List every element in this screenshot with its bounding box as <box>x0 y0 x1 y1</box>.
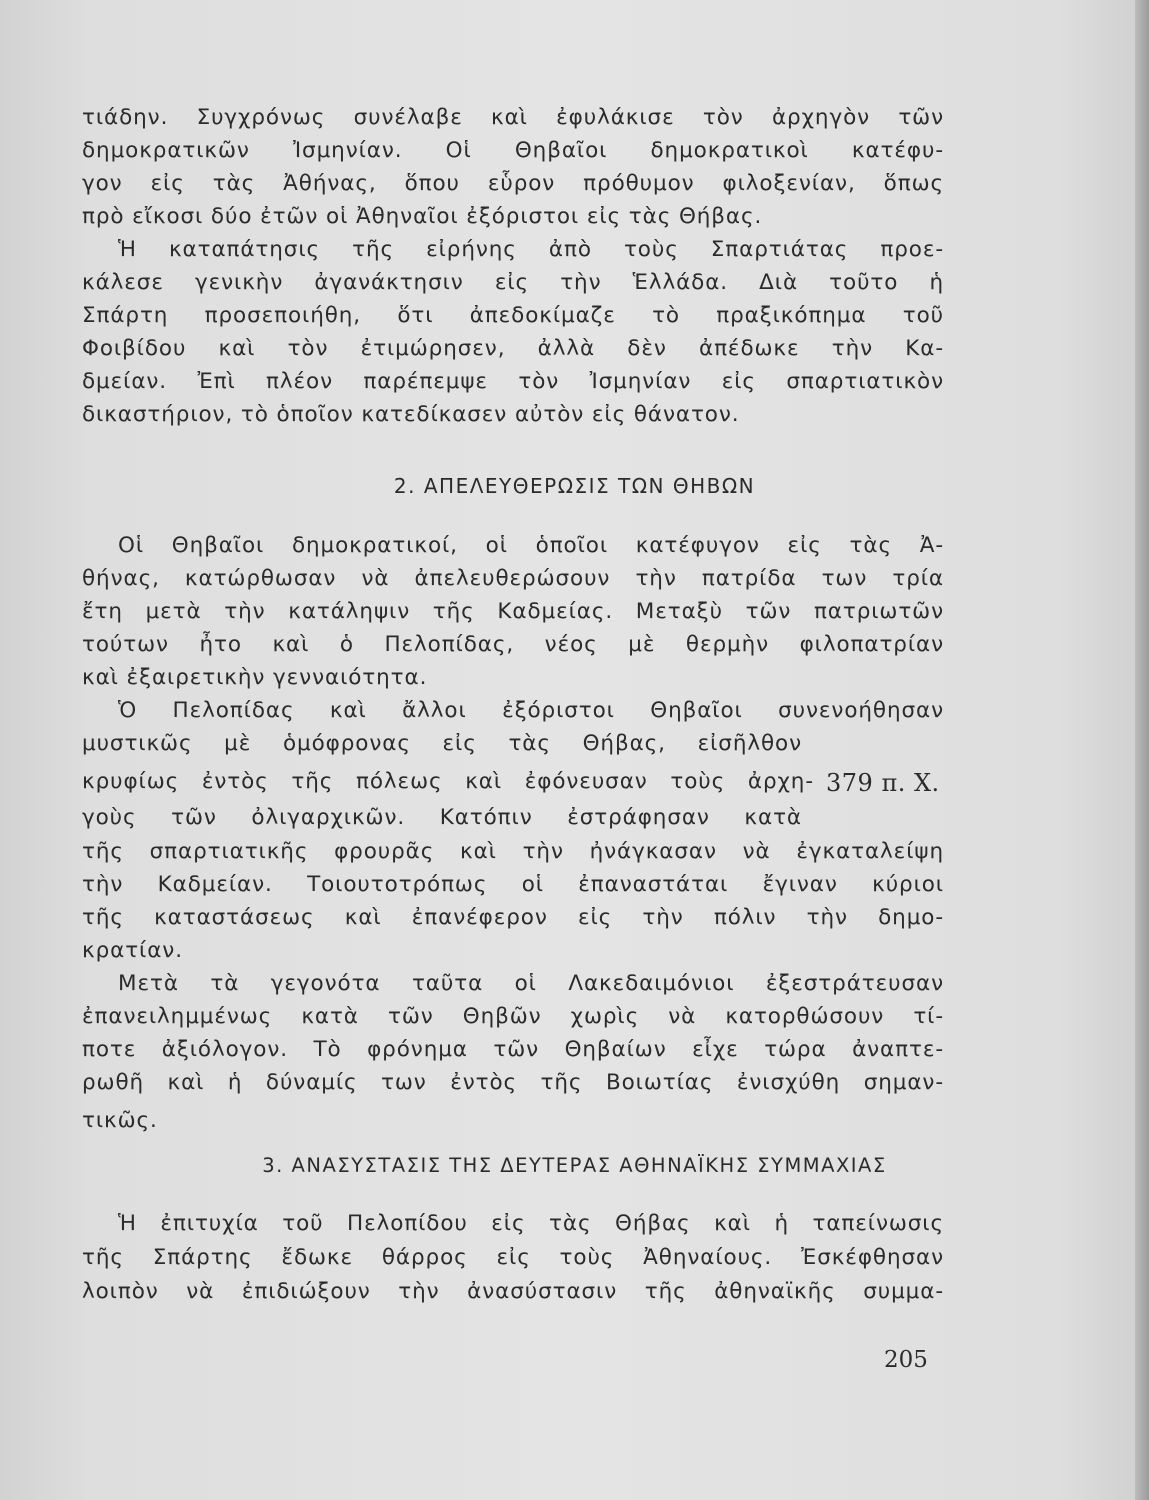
text-line: δημοκρατικῶν Ἰσμηνίαν. Οἱ Θηβαῖοι δημοκρατικοὶ κατέφυ- <box>82 138 944 163</box>
text-line: Οἱ Θηβαῖοι δημοκρατικοί, οἱ ὁποῖοι κατέφυγον εἰς τὰς Ἀ- <box>118 533 944 558</box>
text-line: ἐπανειλημμένως κατὰ τῶν Θηβῶν χωρὶς νὰ κατορθώσουν τί- <box>82 1004 944 1029</box>
text-line: τῆς καταστάσεως καὶ ἐπανέφερον εἰς τὴν πόλιν τὴν δημο- <box>82 905 944 930</box>
text-line: ρωθῆ καὶ ἡ δύναμίς των ἐντὸς τῆς Βοιωτίας ἐνισχύθη σημαν- <box>82 1070 944 1095</box>
text-line: δικαστήριον, τὸ ὁποῖον κατεδίκασεν αὐτὸν εἰς θάνατον. <box>82 402 740 427</box>
text-line: Φοιβίδου καὶ τὸν ἐτιμώρησεν, ἀλλὰ δὲν ἀπέδωκε τὴν Κα- <box>82 336 944 361</box>
text-line: πρὸ εἴκοσι δύο ἐτῶν οἱ Ἀθηναῖοι ἐξόριστοι εἰς τὰς Θήβας. <box>82 204 763 229</box>
text-line: Ἡ ἐπιτυχία τοῦ Πελοπίδου εἰς τὰς Θήβας καὶ ἡ ταπείνωσις <box>118 1211 944 1236</box>
margin-date-note: 379 π. Χ. <box>826 769 940 797</box>
text-line: Ἡ καταπάτησις τῆς εἰρήνης ἀπὸ τοὺς Σπαρτιάτας προε- <box>118 237 944 262</box>
text-line: Μετὰ τὰ γεγονότα ταῦτα οἱ Λακεδαιμόνιοι ἐξεστράτευσαν <box>118 971 944 996</box>
text-line: τῆς Σπάρτης ἔδωκε θάρρος εἰς τοὺς Ἀθηναίους. Ἐσκέφθησαν <box>82 1245 944 1270</box>
text-line: Σπάρτη προσεποιήθη, ὅτι ἀπεδοκίμαζε τὸ πραξικόπημα τοῦ <box>82 303 944 328</box>
text-line: γοὺς τῶν ὀλιγαρχικῶν. Κατόπιν ἐστράφησαν κατὰ <box>82 805 802 830</box>
text-line: ἔτη μετὰ τὴν κατάληψιν τῆς Καδμείας. Μεταξὺ τῶν πατριωτῶν <box>82 599 944 624</box>
text-line: τιάδην. Συγχρόνως συνέλαβε καὶ ἐφυλάκισε τὸν ἀρχηγὸν τῶν <box>82 105 944 130</box>
text-line: κάλεσε γενικὴν ἀγανάκτησιν εἰς τὴν Ἑλλάδα. Διὰ τοῦτο ἡ <box>82 270 944 295</box>
text-line: λοιπὸν νὰ ἐπιδιώξουν τὴν ἀνασύστασιν τῆς ἀθηναϊκῆς συμμα- <box>82 1279 944 1304</box>
text-line: τικῶς. <box>82 1108 158 1133</box>
text-line: τῆς σπαρτιατικῆς φρουρᾶς καὶ τὴν ἠνάγκασαν νὰ ἐγκαταλείψη <box>82 839 944 864</box>
page-number: 205 <box>884 1347 928 1373</box>
text-line: ποτε ἀξιόλογον. Τὸ φρόνημα τῶν Θηβαίων εἶχε τώρα ἀναπτε- <box>82 1037 944 1062</box>
text-line: Ὁ Πελοπίδας καὶ ἄλλοι ἐξόριστοι Θηβαῖοι συνενοήθησαν <box>118 698 944 723</box>
section-heading-3: 3. ΑΝΑΣΥΣΤΑΣΙΣ ΤΗΣ ΔΕΥΤΕΡΑΣ ΑΘΗΝΑΪΚΗΣ ΣΥΜΜΑΧΙΑΣ <box>262 1154 887 1177</box>
text-line: κρατίαν. <box>82 938 183 963</box>
section-heading-2: 2. ΑΠΕΛΕΥΘΕΡΩΣΙΣ ΤΩΝ ΘΗΒΩΝ <box>393 474 756 498</box>
text-line: γον εἰς τὰς Ἀθήνας, ὅπου εὗρον πρόθυμον φιλοξενίαν, ὅπως <box>82 171 944 196</box>
text-line: μυστικῶς μὲ ὁμόφρονας εἰς τὰς Θήβας, εἰσῆλθον <box>82 731 802 756</box>
text-line: τὴν Καδμείαν. Τοιουτοτρόπως οἱ ἐπαναστάται ἔγιναν κύριοι <box>82 872 944 897</box>
text-line: τούτων ἦτο καὶ ὁ Πελοπίδας, νέος μὲ θερμὴν φιλοπατρίαν <box>82 632 944 657</box>
text-line: καὶ ἐξαιρετικὴν γενναιότητα. <box>82 665 428 690</box>
page-edge-shadow <box>1135 0 1149 1500</box>
text-line: κρυφίως ἐντὸς τῆς πόλεως καὶ ἐφόνευσαν τοὺς ἀρχη- <box>82 769 814 794</box>
text-line: θήνας, κατώρθωσαν νὰ ἀπελευθερώσουν τὴν πατρίδα των τρία <box>82 566 944 591</box>
text-line: δμείαν. Ἐπὶ πλέον παρέπεμψε τὸν Ἰσμηνίαν εἰς σπαρτιατικὸν <box>82 369 944 394</box>
